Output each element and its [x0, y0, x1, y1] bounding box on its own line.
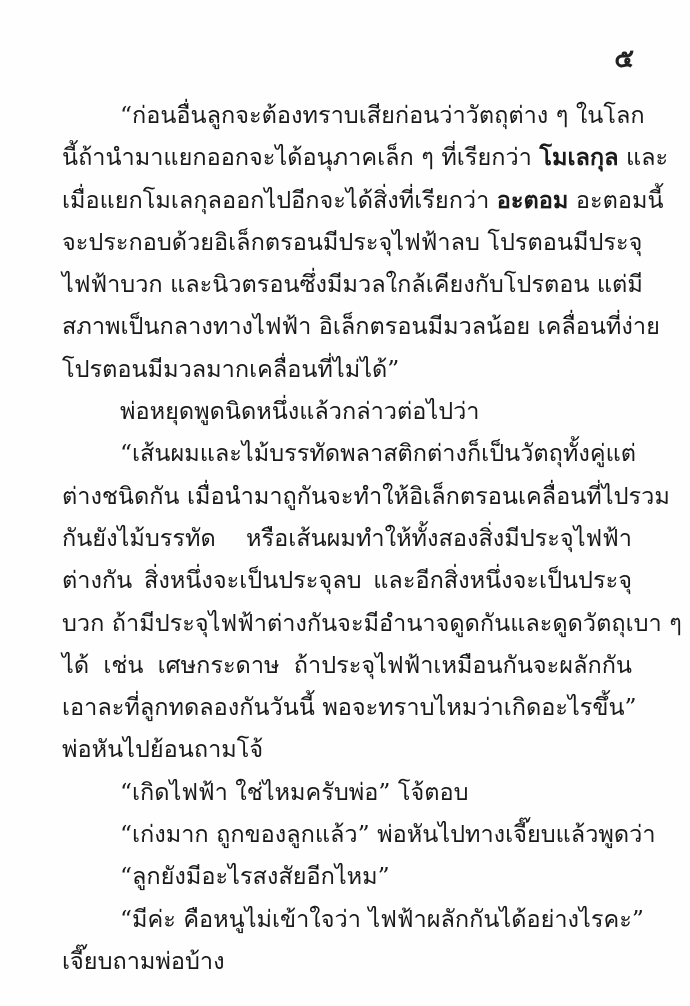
text-line: สภาพเป็นกลางทางไฟฟ้า อิเล็กตรอนมีมวลน้อย เคลื่อนที่ง่าย: [62, 312, 660, 341]
text-line: “เก่งมาก ถูกของลูกแล้ว” พ่อหันไปทางเจี๊ยบแล้วพูดว่า: [120, 820, 656, 849]
text-segment: อะตอมนี้: [568, 185, 664, 214]
text-line: เอาละที่ลูกทดลองกันวันนี้ พอจะทราบไหมว่าเกิดอะไรขึ้น”: [62, 693, 637, 722]
body-text: [62, 94, 682, 982]
text-line: “เส้นผมและไม้บรรทัดพลาสติกต่างก็เป็นวัตถุทั้งคู่แต่: [120, 439, 636, 468]
text-line: ไฟฟ้าบวก และนิวตรอนซึ่งมีมวลใกล้เคียงกับโปรตอน แต่มี: [62, 270, 643, 299]
text-line: จะประกอบด้วยอิเล็กตรอนมีประจุไฟฟ้าลบ โปรตอนมีประจุ: [62, 227, 643, 256]
bold-term: อะตอม: [496, 185, 569, 214]
text-line: “มีค่ะ คือหนูไม่เข้าใจว่า ไฟฟ้าผลักกันได้อย่างไรคะ”: [120, 904, 644, 933]
text-line: [62, 136, 669, 178]
bold-term: โมเลกุล: [539, 143, 619, 172]
text-line: เจี๊ยบถามพ่อบ้าง: [62, 946, 225, 975]
text-segment: นี้ถ้านำมาแยกออกจะได้อนุภาคเล็ก ๆ ที่เรียกว่า: [62, 143, 540, 172]
text-line: ได้ เช่น เศษกระดาษ ถ้าประจุไฟฟ้าเหมือนกันจะผลักกัน: [62, 650, 632, 679]
text-line: โปรตอนมีมวลมากเคลื่อนที่ไม่ได้”: [62, 354, 400, 383]
text-line: ต่างชนิดกัน เมื่อนำมาถูกันจะทำให้อิเล็กตรอนเคลื่อนที่ไปรวม: [62, 481, 670, 510]
text-line: บวก ถ้ามีประจุไฟฟ้าต่างกันจะมีอำนาจดูดกันและดูดวัตถุเบา ๆ: [62, 608, 682, 637]
text-line: กันยังไม้บรรทัด หรือเส้นผมทำให้ทั้งสองสิ่งมีประจุไฟฟ้า: [62, 523, 632, 552]
text-line: พ่อหันไปย้อนถามโจ้: [62, 735, 264, 764]
page-number: ๕: [614, 44, 634, 74]
text-line: “เกิดไฟฟ้า ใช่ไหมครับพ่อ” โจ้ตอบ: [120, 777, 469, 806]
text-line: “ลูกยังมีอะไรสงสัยอีกไหม”: [120, 862, 390, 891]
text-line: ต่างกัน สิ่งหนึ่งจะเป็นประจุลบ และอีกสิ่งหนึ่งจะเป็นประจุ: [62, 566, 632, 595]
text-segment: และ: [618, 143, 669, 172]
text-line: [62, 179, 664, 221]
text-segment: เมื่อแยกโมเลกุลออกไปอีกจะได้สิ่งที่เรียกว่า: [62, 185, 497, 214]
text-line: พ่อหยุดพูดนิดหนึ่งแล้วกล่าวต่อไปว่า: [120, 397, 480, 426]
text-line: “ก่อนอื่นลูกจะต้องทราบเสียก่อนว่าวัตถุต่าง ๆ ในโลก: [120, 101, 645, 129]
